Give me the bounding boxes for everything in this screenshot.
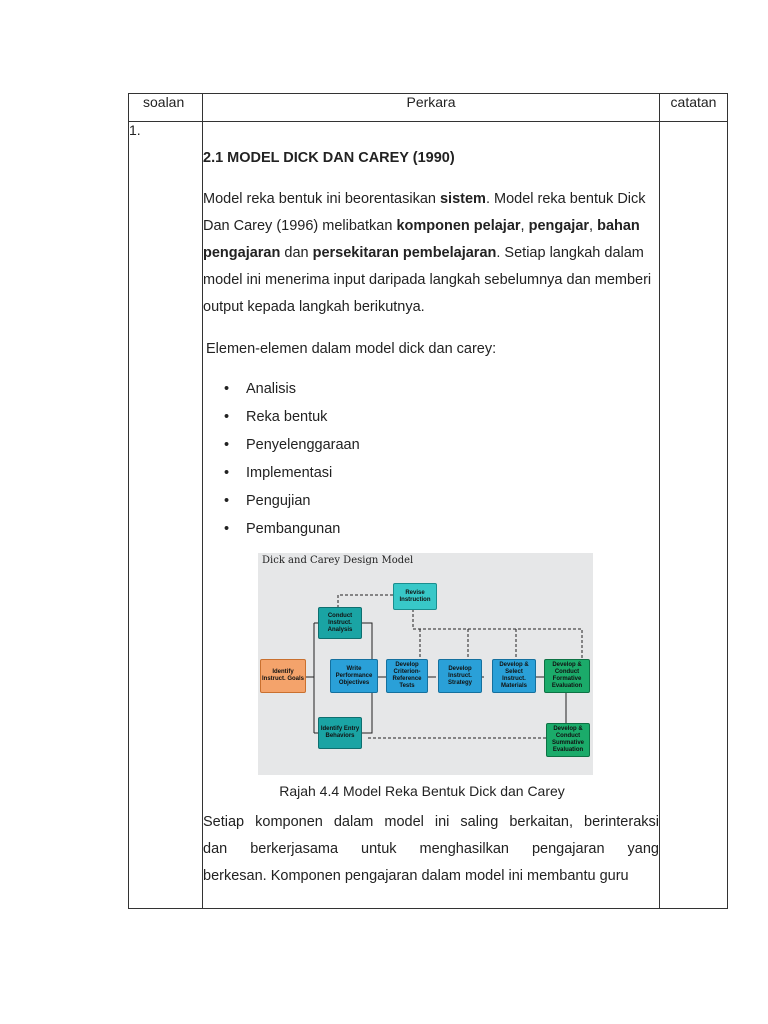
list-item: • Pembangunan <box>224 521 341 537</box>
list-item: • Penyelenggaraan <box>224 437 360 453</box>
header-soalan: soalan <box>129 94 203 122</box>
box-formative-evaluation: Develop & Conduct Formative Evaluation <box>544 659 590 693</box>
diagram-title: Dick and Carey Design Model <box>262 555 414 566</box>
closing-line-2: dan berkerjasama untuk menghasilkan pengajaran yang <box>203 841 659 857</box>
closing-line-3: berkesan. Komponen pengajaran dalam model ini membantu guru <box>203 868 629 884</box>
list-item: • Implementasi <box>224 465 333 481</box>
box-entry-behaviors: Identify Entry Behaviors <box>318 717 362 749</box>
header-row <box>129 94 728 122</box>
table-row <box>129 122 728 909</box>
list-item: • Reka bentuk <box>224 409 328 425</box>
header-perkara: Perkara <box>203 94 660 122</box>
elements-list <box>203 375 659 543</box>
box-instruct-materials: Develop & Select Instruct. Materials <box>492 659 536 693</box>
content-table <box>128 93 728 909</box>
box-revise-instruction: Revise Instruction <box>393 583 437 610</box>
dick-carey-diagram <box>258 553 593 775</box>
box-criterion-tests: Develop Criterion-Reference Tests <box>386 659 428 693</box>
list-item: • Pengujian <box>224 493 311 509</box>
list-item: • Analisis <box>224 381 296 397</box>
perkara-cell <box>203 122 660 909</box>
elements-lead: Elemen-elemen dalam model dick dan carey: <box>206 341 497 357</box>
box-summative-evaluation: Develop & Conduct Summative Evaluation <box>546 723 590 757</box>
box-instruct-strategy: Develop Instruct. Strategy <box>438 659 482 693</box>
box-identify-goals: Identify Instruct. Goals <box>260 659 306 693</box>
box-conduct-analysis: Conduct Instruct. Analysis <box>318 607 362 639</box>
catatan-cell <box>660 122 728 909</box>
intro-paragraph: Model reka bentuk ini beorentasikan sistem. Model reka bentuk Dick Dan Carey (1996) melibatkan komponen pelajar, pengajar, bahan pengajaran dan persekitaran pembelajaran. Setiap langkah dalam model ini menerima input daripada langkah sebelumnya dan memberi output kepada langkah berikutnya. <box>203 191 652 315</box>
section-title: 2.1 MODEL DICK DAN CAREY (1990) <box>203 150 455 166</box>
figure-caption: Rajah 4.4 Model Reka Bentuk Dick dan Carey <box>279 783 565 799</box>
header-catatan: catatan <box>660 94 728 122</box>
box-write-objectives: Write Performance Objectives <box>330 659 378 693</box>
row-number: 1. <box>129 122 203 909</box>
closing-line-1: Setiap komponen dalam model ini saling berkaitan, berinteraksi <box>203 814 659 830</box>
